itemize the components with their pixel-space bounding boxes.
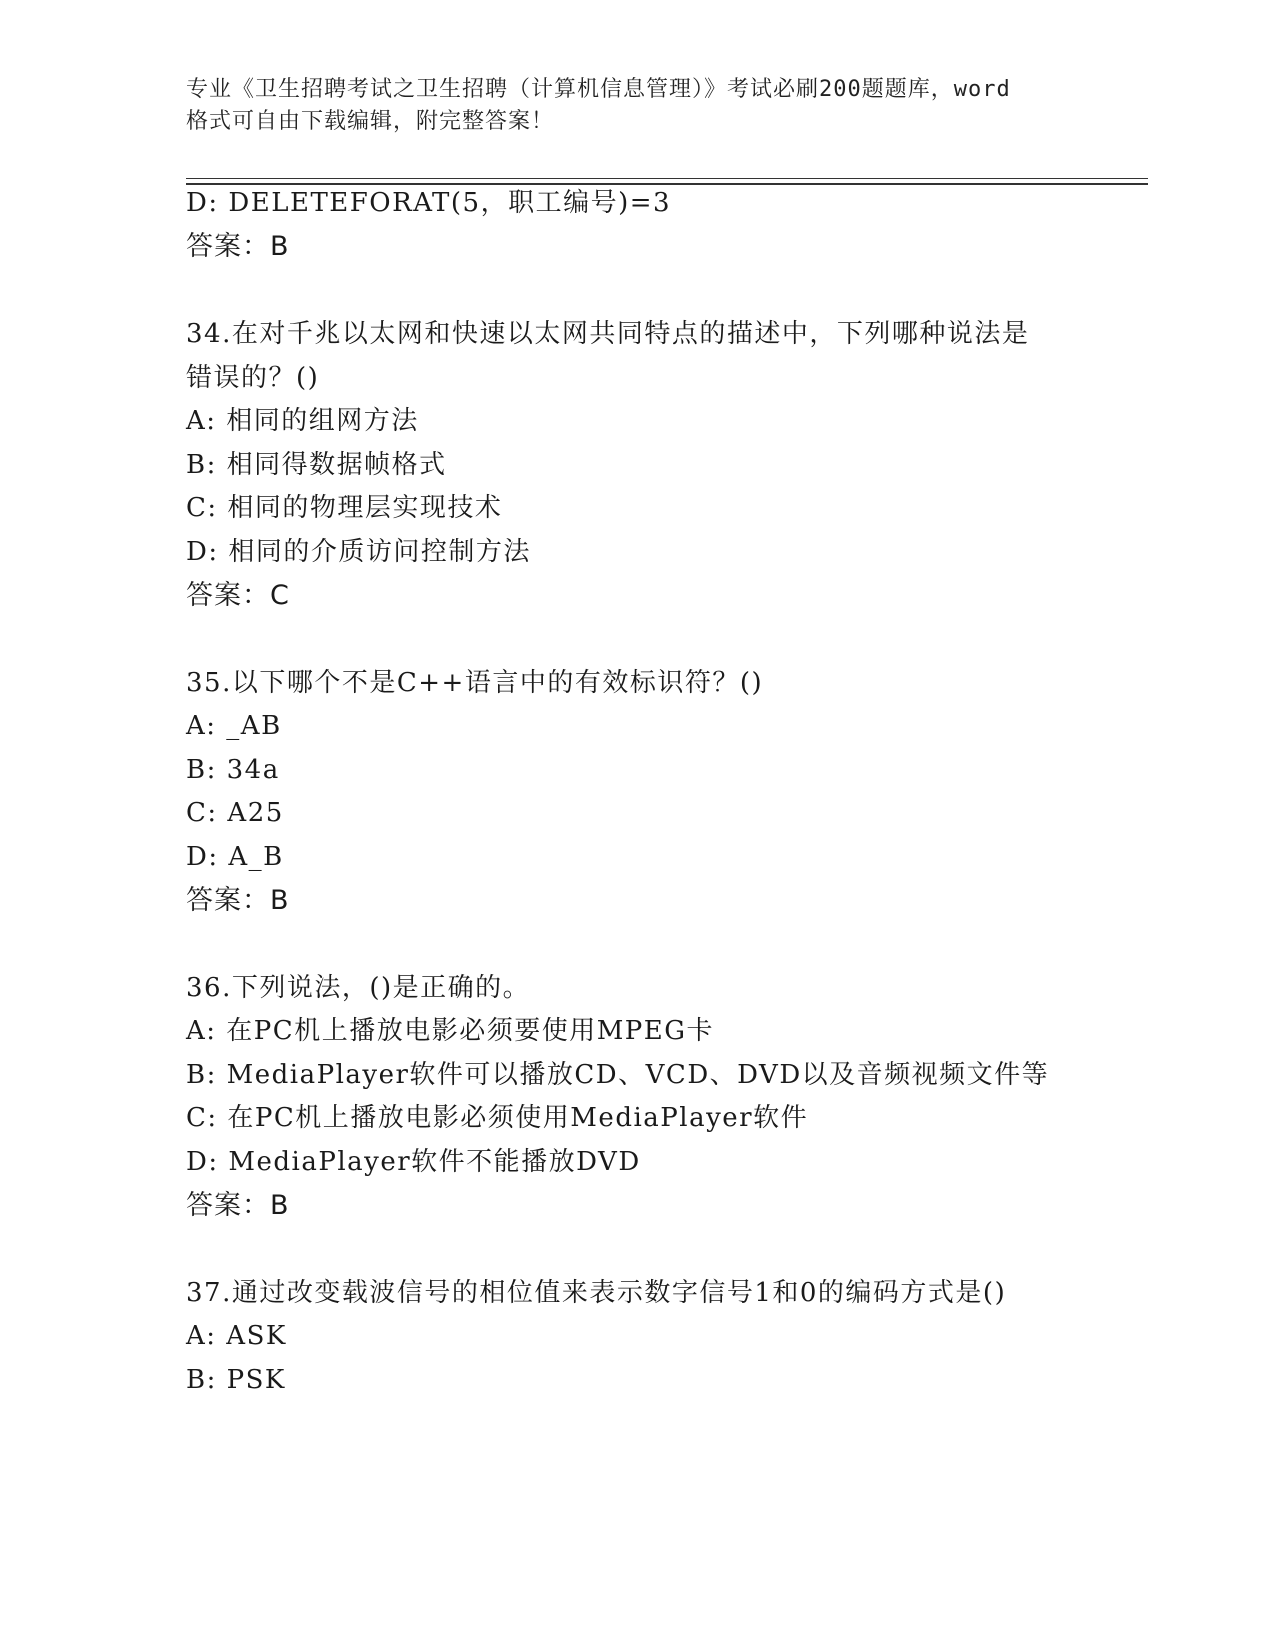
q36-stem: 36.下列说法，()是正确的。: [186, 973, 531, 1003]
q36-answer: 答案：B: [186, 1190, 290, 1221]
prev-answer: 答案：B: [186, 231, 290, 262]
prev-option-d: D: DELETEFORAT(5，职工编号)=3: [186, 188, 672, 218]
q34-answer: 答案：C: [186, 580, 290, 611]
document-header: [186, 74, 1086, 138]
q35-option-c: C: A25: [186, 798, 284, 828]
q34-option-c: C: 相同的物理层实现技术: [186, 493, 503, 523]
q36-option-b: B: MediaPlayer软件可以播放CD、VCD、DVD以及音频视频文件等: [186, 1060, 1050, 1090]
header-divider-thin: [186, 178, 1148, 179]
q37-stem: 37.通过改变载波信号的相位值来表示数字信号1和0的编码方式是(): [186, 1278, 1007, 1308]
q36-option-a: A: 在PC机上播放电影必须要使用MPEG卡: [186, 1016, 715, 1046]
q34-option-d: D: 相同的介质访问控制方法: [186, 537, 531, 567]
q34-stem-line-1: 34.在对千兆以太网和快速以太网共同特点的描述中，下列哪种说法是: [186, 319, 1030, 349]
header-line-1: 专业《卫生招聘考试之卫生招聘（计算机信息管理）》考试必刷200题题库，word: [186, 77, 1011, 102]
q35-option-b: B: 34a: [186, 755, 280, 785]
q35-stem: 35.以下哪个不是C++语言中的有效标识符？(): [186, 668, 764, 698]
q37-option-a: A: ASK: [186, 1321, 287, 1351]
q36-option-d: D: MediaPlayer软件不能播放DVD: [186, 1147, 641, 1177]
q36-option-c: C: 在PC机上播放电影必须使用MediaPlayer软件: [186, 1103, 809, 1133]
header-divider-thick: [186, 183, 1148, 185]
q34-stem-line-2: 错误的？(): [186, 363, 320, 393]
q35-answer: 答案：B: [186, 885, 290, 916]
q35-option-d: D: A_B: [186, 842, 284, 872]
header-line-2: 格式可自由下载编辑，附完整答案！: [186, 109, 555, 134]
q34-option-a: A: 相同的组网方法: [186, 406, 419, 436]
q34-option-b: B: 相同得数据帧格式: [186, 450, 447, 480]
q37-option-b: B: PSK: [186, 1365, 286, 1395]
q35-option-a: A: _AB: [186, 711, 282, 741]
